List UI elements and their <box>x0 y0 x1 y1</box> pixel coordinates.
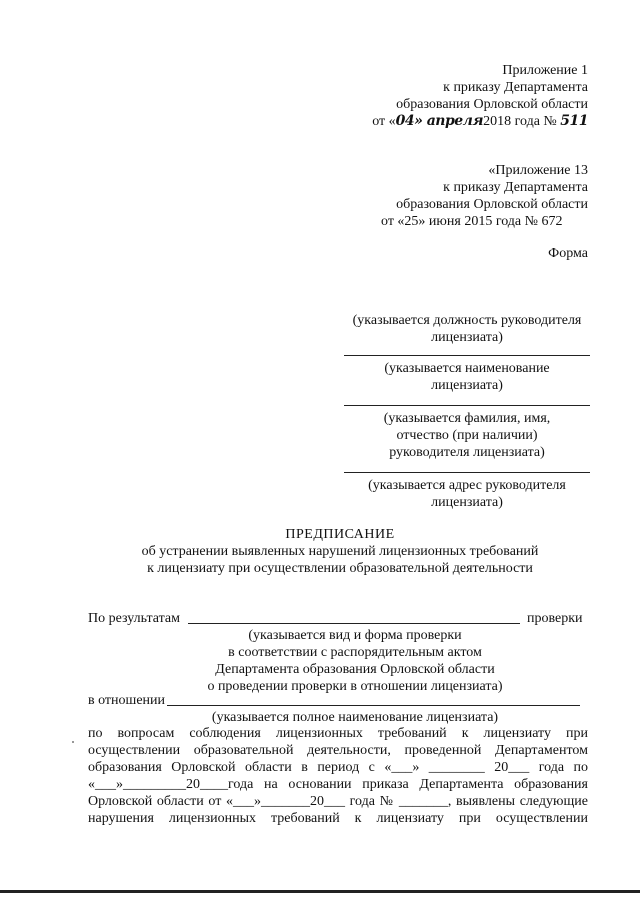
recipient-fio-hint-2: отчество (при наличии) <box>396 428 538 443</box>
recipient-address-hint-2: лицензиата) <box>431 495 503 510</box>
paragraph-line-6: нарушения лицензионных требований к лицензиату при осуществлении <box>88 811 588 826</box>
by-results-label: По результатам <box>88 611 180 626</box>
appendix13-line1: «Приложение 13 <box>488 163 588 178</box>
paragraph-line-4: «___»_________20____года на основании приказа Департамента образования <box>88 777 588 792</box>
check-type-hint-1: (указывается вид и форма проверки <box>248 628 462 643</box>
paragraph-line-5: Орловской области от «___»_______20___ года № _______, выявлены следующие <box>88 794 588 809</box>
appendix13-line4: от «25» июня 2015 года № 672 <box>381 214 563 229</box>
check-type-hint-2: в соответствии с распорядительным актом <box>228 645 482 660</box>
check-label: проверки <box>527 611 583 626</box>
licensee-name-field <box>167 705 580 706</box>
recipient-name-rule <box>344 355 590 356</box>
scan-speck <box>72 741 74 743</box>
recipient-fio-rule <box>344 405 590 406</box>
recipient-address-rule <box>344 472 590 473</box>
regarding-label: в отношении <box>88 693 166 708</box>
paragraph-line-2: осуществлении образовательной деятельности, проведенной Департаментом <box>88 743 588 758</box>
appendix1-date-prefix: от « <box>372 114 396 129</box>
recipient-position-hint-1: (указывается должность руководителя <box>352 313 582 328</box>
appendix13-line3: образования Орловской области <box>396 197 588 212</box>
licensee-name-hint: (указывается полное наименование лицензиата) <box>211 710 499 725</box>
appendix1-handwritten-number: 511 <box>560 113 588 129</box>
recipient-address-hint-1: (указывается адрес руководителя <box>368 478 566 493</box>
appendix1-line1: Приложение 1 <box>502 63 588 78</box>
recipient-fio-hint-3: руководителя лицензиата) <box>389 445 545 460</box>
recipient-fio-hint-1: (указывается фамилия, имя, <box>383 411 551 426</box>
recipient-position-hint-2: лицензиата) <box>431 330 503 345</box>
check-type-field <box>188 623 520 624</box>
document-subtitle-2: к лицензиату при осуществлении образовательной деятельности <box>147 561 533 576</box>
appendix1-line2: к приказу Департамента <box>443 80 588 95</box>
appendix1-handwritten-date: 04» апреля <box>395 113 484 129</box>
form-label: Форма <box>548 246 588 261</box>
document-subtitle-1: об устранении выявленных нарушений лицензионных требований <box>141 544 539 559</box>
check-type-hint-4: о проведении проверки в отношении лицензиата) <box>207 679 503 694</box>
scan-bottom-edge <box>0 890 640 893</box>
appendix1-line3: образования Орловской области <box>396 97 588 112</box>
document-title: ПРЕДПИСАНИЕ <box>285 527 395 542</box>
recipient-name-hint-1: (указывается наименование <box>384 361 550 376</box>
appendix1-date-line <box>300 113 588 130</box>
appendix13-line2: к приказу Департамента <box>443 180 588 195</box>
recipient-name-hint-2: лицензиата) <box>431 378 503 393</box>
check-type-hint-3: Департамента образования Орловской области <box>215 662 495 677</box>
appendix1-year: 2018 года № <box>483 114 557 129</box>
paragraph-line-1: по вопросам соблюдения лицензионных требований к лицензиату при <box>88 726 588 741</box>
paragraph-line-3: образования Орловской области в период с «___» ________ 20___ года по <box>88 760 588 775</box>
